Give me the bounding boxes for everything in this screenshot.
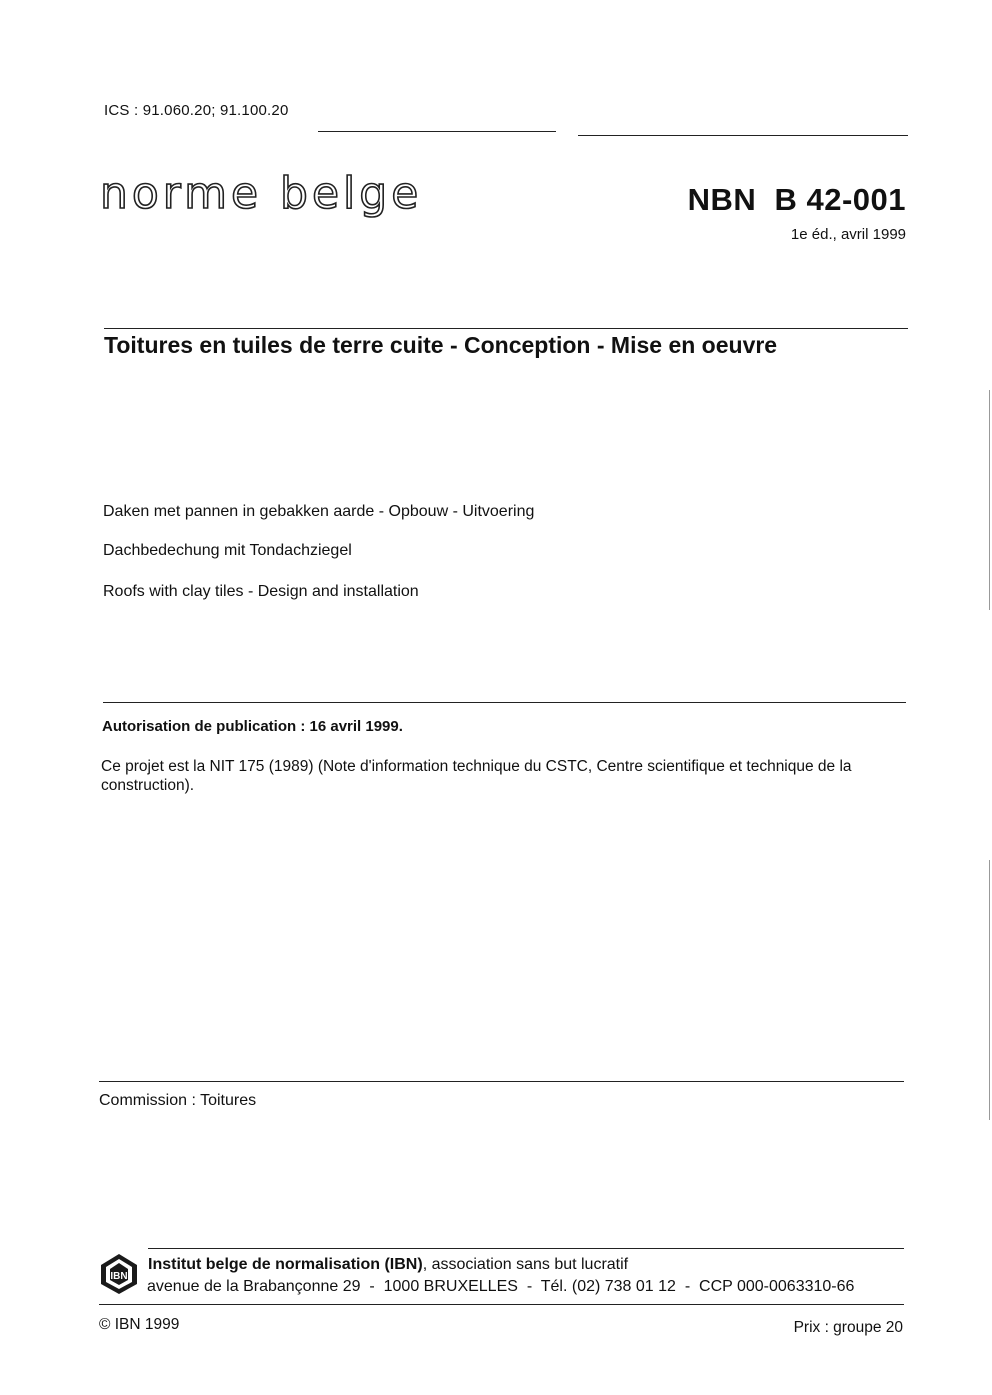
commission-rule — [99, 1081, 904, 1082]
edition-date: 1e éd., avril 1999 — [790, 226, 906, 243]
title-dutch: Daken met pannen in gebakken aarde - Opbouw - Uitvoering — [103, 503, 535, 520]
scan-edge-mark — [989, 390, 990, 610]
brand-wordmark: norme belge — [100, 168, 423, 219]
commission-label: Commission : Toitures — [99, 1092, 257, 1109]
address-rule — [99, 1304, 904, 1305]
title-english: Roofs with clay tiles - Design and installation — [103, 583, 419, 600]
institute-name: Institut belge de normalisation (IBN) — [148, 1256, 423, 1273]
copyright: © IBN 1999 — [99, 1316, 180, 1333]
header-rule-right — [578, 135, 908, 136]
scan-edge-mark — [989, 860, 990, 1120]
institute-suffix: , association sans but lucratif — [422, 1256, 629, 1273]
standard-number: NBN B 42-001 — [687, 182, 906, 217]
header-rule-left — [318, 131, 556, 132]
title-french: Toitures en tuiles de terre cuite - Conception - Mise en oeuvre — [104, 332, 778, 358]
ics-code: ICS : 91.060.20; 91.100.20 — [104, 102, 289, 119]
title-rule — [104, 328, 908, 329]
institute-line — [148, 1256, 628, 1274]
publication-authorization: Autorisation de publication : 16 avril 1999. — [102, 718, 403, 735]
ibn-logo-icon — [99, 1253, 139, 1295]
publication-rule — [103, 702, 906, 703]
title-german: Dachbedechung mit Tondachziegel — [103, 542, 352, 559]
price-group: Prix : groupe 20 — [793, 1319, 903, 1336]
publication-note: Ce projet est la NIT 175 (1989) (Note d'information technique du CSTC, Centre scientifique et technique de la construction). — [101, 758, 852, 794]
institute-address: avenue de la Brabançonne 29 - 1000 BRUXELLES - Tél. (02) 738 01 12 - CCP 000-0063310-66 — [147, 1278, 855, 1295]
footer-rule — [148, 1248, 904, 1249]
logo-text: IBN — [110, 1271, 128, 1282]
